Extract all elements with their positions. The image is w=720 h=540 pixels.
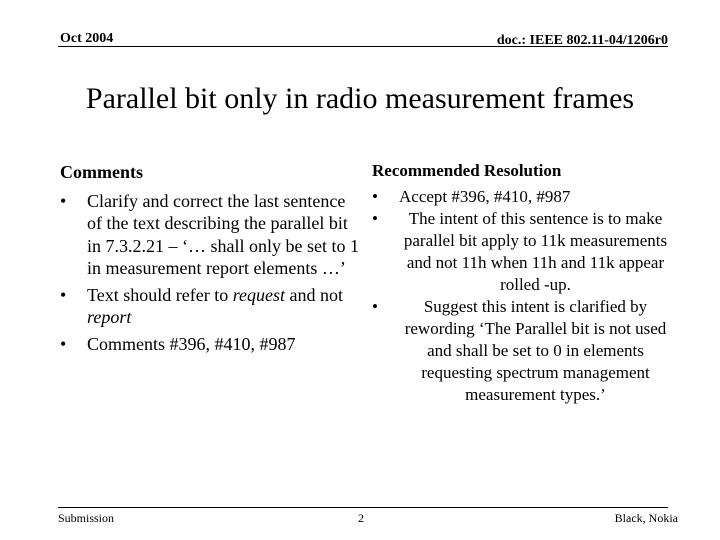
bullet-icon: •: [60, 190, 67, 211]
comment-item: [60, 190, 360, 280]
bullet-icon: •: [372, 209, 378, 228]
comment-text: Clarify and correct the last sentence of the text describing the parallel bit in 7.3.2.21 – ‘… shall only be set to 1 in measurement report elements …’: [87, 190, 359, 278]
comments-list: [60, 190, 360, 356]
comment-emphasis-request: request: [232, 284, 286, 305]
footer-submission: Submission: [58, 511, 115, 525]
bullet-icon: •: [60, 333, 67, 354]
comment-emphasis-report: report: [87, 307, 132, 327]
resolution-item: [372, 208, 672, 296]
comment-text-mid: and not: [285, 284, 344, 305]
bullet-icon: •: [60, 284, 67, 305]
header-divider: [58, 46, 668, 47]
comments-heading: Comments: [60, 162, 143, 182]
header-date: Oct 2004: [60, 31, 114, 46]
page-number: 2: [358, 511, 364, 525]
resolution-item: [372, 186, 672, 208]
resolution-column: [372, 160, 672, 406]
comment-item: [60, 333, 360, 356]
comment-text: Comments #396, #410, #987: [87, 333, 296, 354]
footer-author: Black, Nokia: [614, 511, 678, 525]
comment-text-pre: Text should refer to: [87, 284, 233, 305]
resolution-item: [372, 296, 672, 406]
resolution-list: [372, 186, 672, 406]
resolution-heading: Recommended Resolution: [372, 161, 562, 180]
slide-title: Parallel bit only in radio measurement frames: [85, 82, 635, 115]
resolution-text: The intent of this sentence is to make parallel bit apply to 11k measurements and not 11h when 11h and 11k appear rolled -up.: [403, 209, 668, 294]
header-doc-id: doc.: IEEE 802.11-04/1206r0: [496, 33, 668, 48]
resolution-text: Suggest this intent is clarified by rewording ‘The Parallel bit is not used and shall be set to 0 in elements requesting spectrum management measurement types.’: [404, 297, 667, 404]
bullet-icon: •: [372, 187, 378, 206]
comments-column: [60, 161, 360, 359]
resolution-text: Accept #396, #410, #987: [399, 187, 571, 206]
comment-item: [60, 284, 360, 329]
footer-divider: [58, 507, 668, 508]
bullet-icon: •: [372, 297, 378, 316]
